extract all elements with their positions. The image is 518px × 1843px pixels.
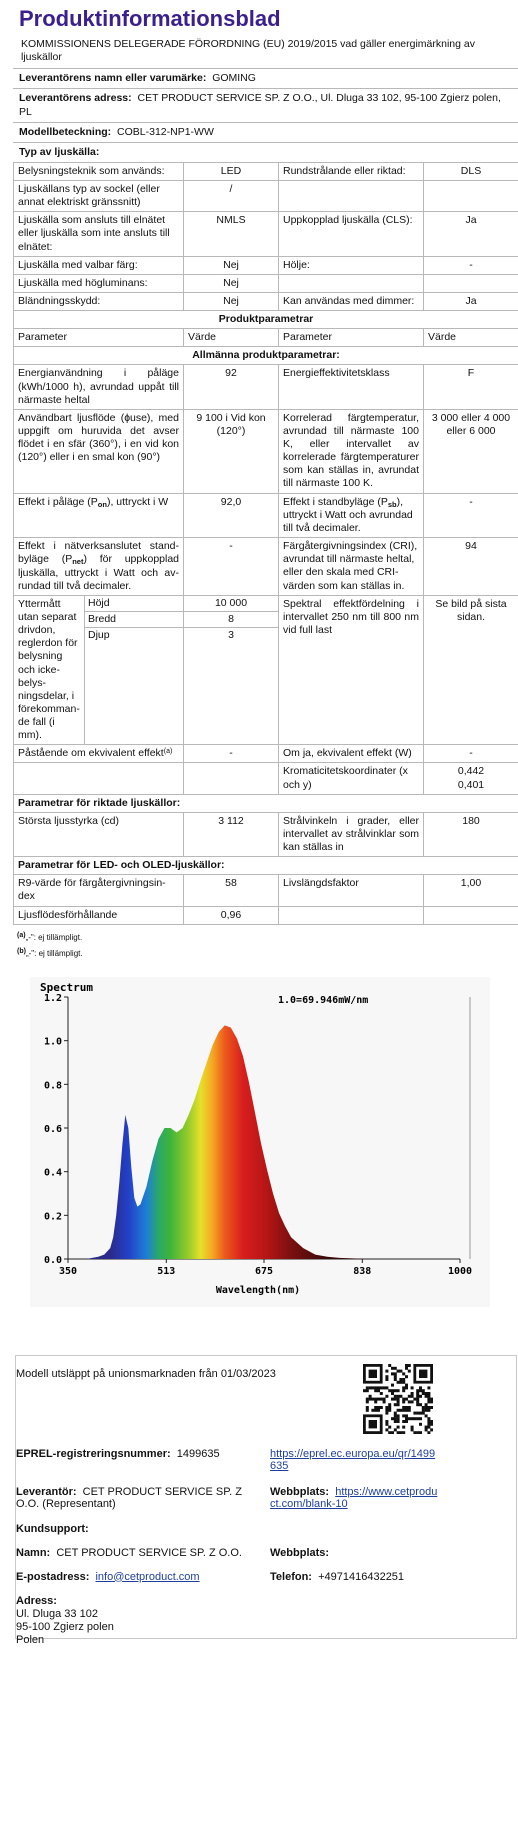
led-heading: Parametrar för LED- och OLED-ljuskällor: (14, 857, 518, 875)
r9-value: 58 (184, 875, 279, 906)
qr-code-icon[interactable] (363, 1364, 433, 1434)
type-value: / (184, 181, 279, 212)
survival-factor-value: 1,00 (424, 875, 518, 906)
peak-intensity-value: 3 112 (184, 812, 279, 856)
registration-card (15, 1355, 517, 1646)
lumen-maintenance-value: 0,96 (184, 906, 279, 924)
param-row (14, 745, 518, 763)
type-row (14, 212, 518, 256)
x-tick-label: 1000 (447, 1265, 473, 1277)
type-label: Bländningsskydd: (14, 292, 184, 310)
type-row (14, 292, 518, 310)
dimension-height-value: 10 000 (184, 596, 278, 612)
type-row (14, 274, 518, 292)
equivalent-power-claim-value: - (184, 745, 279, 763)
chart-annotation: 1.0=69.946mW/nm (278, 994, 369, 1006)
dimensions-cell (14, 595, 184, 744)
dimensions-label: Yttermått utan separat drivdon, reglerdon för belysning och icke-belysningsdelar, i förekommande fall (i mm). (14, 596, 85, 744)
support-website-row (270, 1547, 329, 1559)
address-label: Adress: (16, 1594, 57, 1607)
address-line: 95-100 Zgierz polen (16, 1620, 114, 1633)
luminous-flux-label: Användbart ljusflöde (ɸuse), med uppgift om huruvida det avser flödet i en sfär (360°), i en vid kon (120°) eller i en smal kon (90°) (14, 409, 184, 493)
support-name-value: CET PRODUCT SERVICE SP. Z O.O. (56, 1546, 242, 1559)
dimension-width-value: 8 (184, 612, 278, 628)
address-block (16, 1595, 114, 1647)
website-row (270, 1486, 440, 1510)
chromaticity-x: 0,442 (457, 765, 485, 778)
spectrum-chart (30, 977, 490, 1307)
email-label: E-postadress: (16, 1570, 90, 1583)
type-label-2: Uppkopplad ljuskälla (CLS): (279, 212, 424, 256)
y-tick-label: 0.2 (43, 1210, 62, 1222)
type-label-2: Hölje: (279, 256, 424, 274)
beam-angle-label: Strålvinkeln i grader, eller intervallet av strålvinklar som kan ställas in (279, 812, 424, 856)
equivalent-power-label: Om ja, ekvivalent effekt (W) (279, 745, 424, 763)
spectral-distribution-label: Spektral effektfördelning i intervallet 250 nm till 800 nm vid full last (279, 595, 424, 744)
type-value: Nej (184, 292, 279, 310)
eprel-row (16, 1448, 266, 1460)
r9-label: R9-värde för färgåtergivningsindex (14, 875, 184, 906)
general-heading: Allmänna produktparametrar: (14, 347, 518, 365)
eprel-value: 1499635 (176, 1447, 220, 1460)
type-value-2: DLS (424, 162, 518, 180)
eprel-link[interactable]: https://eprel.ec.europa.eu/qr/1499635 (270, 1447, 436, 1472)
energy-class-value: F (424, 365, 518, 409)
type-value-2 (424, 181, 518, 212)
param-row (14, 595, 518, 744)
y-tick-label: 0.6 (43, 1123, 62, 1135)
params-heading-row (14, 311, 518, 329)
standby-power-label: Effekt i standbyläge $(P_{sb})$, uttryckt i Watt och avrundad till två decimaler. (279, 493, 424, 538)
type-row (14, 256, 518, 274)
supplier-name-value: GOMING (212, 72, 256, 85)
chromaticity-y: 0,401 (457, 778, 485, 791)
customer-support-heading: Kundsupport: (16, 1522, 89, 1535)
model-row (13, 122, 518, 142)
survival-factor-label: Livslängdsfaktor (279, 875, 424, 906)
energy-value: 92 (184, 365, 279, 409)
light-source-type-table (13, 162, 518, 925)
model-value: COBL-312-NP1-WW (117, 125, 214, 138)
type-label-2 (279, 274, 424, 292)
support-name-row (16, 1547, 256, 1559)
dimension-depth-value: 3 (228, 629, 234, 642)
supplier-address-value: CET PRODUCT SERVICE SP. Z O.O., Ul. Dluga 33 102, 95-100 Zgierz polen, PL (19, 92, 501, 118)
y-tick-label: 0.8 (43, 1079, 62, 1091)
cct-label: Korrelerad färgtemperatur, avrundad till närmaste 100 K, eller intervallet av korrelerade färgtemperaturer som kan ställas in, avrundat till närmaste 100 K. (279, 409, 424, 493)
email-link[interactable]: info@cetproduct.com (95, 1570, 200, 1583)
chart-title: Spectrum (40, 980, 93, 994)
release-date-text: Modell utsläppt på unionsmarknaden från 01/03/2023 (16, 1367, 276, 1380)
y-tick-label: 0.4 (43, 1167, 62, 1179)
col-header-value-2: Värde (424, 329, 518, 347)
x-tick-label: 838 (353, 1265, 372, 1277)
col-header-value: Värde (184, 329, 279, 347)
type-value: LED (184, 162, 279, 180)
type-value: Nej (184, 256, 279, 274)
dimension-height-label: Höjd (85, 596, 183, 612)
type-value-2: Ja (424, 212, 518, 256)
x-tick-label: 675 (254, 1265, 274, 1277)
phone-value: +4971416432251 (318, 1570, 405, 1583)
footnote: (a)„-": ej tillämpligt. (17, 931, 83, 942)
luminous-flux-value: 9 100 i Vid kon (120°) (184, 409, 279, 493)
dimension-depth-label: Djup (88, 629, 110, 642)
dimension-width-label: Bredd (85, 612, 183, 628)
supplier-label: Leverantör: (16, 1485, 77, 1498)
param-row (14, 906, 518, 924)
column-header-row (14, 329, 518, 347)
params-heading: Produktparametrar (14, 311, 518, 329)
cri-label: Färgåtergivningsindex (CRI), avrundat till närmaste heltal, eller den skala med CRI-värden som kan ställas in. (279, 538, 424, 596)
cct-value: 3 000 eller 4 000 eller 6 000 (424, 409, 518, 493)
type-label: Ljuskällans typ av sockel (eller annat elektriskt gränssnitt) (14, 181, 184, 212)
param-row (14, 538, 518, 596)
support-website-label: Webbplats: (270, 1546, 330, 1559)
directional-heading: Parametrar för riktade ljuskällor: (14, 794, 518, 812)
beam-angle-value: 180 (424, 812, 518, 856)
energy-class-label: Energieffektivitetsklass (279, 365, 424, 409)
x-tick-label: 513 (157, 1265, 176, 1277)
phone-row (270, 1571, 404, 1583)
param-row (14, 365, 518, 409)
led-heading-row (14, 857, 518, 875)
empty-cell (424, 906, 518, 924)
type-value-2: Ja (424, 292, 518, 310)
dimensions-names (85, 596, 183, 744)
type-row (14, 181, 518, 212)
networked-standby-value: - (184, 538, 279, 596)
directional-heading-row (14, 794, 518, 812)
eprel-label: EPREL-registreringsnummer: (16, 1447, 171, 1460)
type-value-2 (424, 274, 518, 292)
on-mode-power-value: 92,0 (184, 493, 279, 538)
type-label: Belysningsteknik som används: (14, 162, 184, 180)
equivalent-power-value: - (424, 745, 518, 763)
dimensions-values (184, 595, 279, 744)
param-row (14, 875, 518, 906)
supplier-name-label: Leverantörens namn eller varumärke: (19, 72, 207, 85)
type-value: Nej (184, 274, 279, 292)
networked-standby-label: Effekt i nätverksanslutet standbyläge $(P_{net})$ för uppkopplad ljuskälla, uttryckt i Watt och avrundad till två decimaler. (14, 538, 184, 596)
param-row (14, 763, 518, 794)
type-value-2: - (424, 256, 518, 274)
address-line: Ul. Dluga 33 102 (16, 1607, 98, 1620)
type-row (14, 162, 518, 180)
y-tick-label: 1.0 (43, 1036, 62, 1048)
empty-cell (184, 763, 279, 794)
param-row (14, 493, 518, 538)
type-label: Ljuskälla som ansluts till elnätet eller ljuskälla som inte ansluts till elnätet: (14, 212, 184, 256)
model-label: Modellbeteckning: (19, 125, 112, 138)
empty-cell (279, 906, 424, 924)
type-heading: Typ av ljuskälla: (13, 142, 518, 162)
empty-cell (14, 763, 184, 794)
type-label-2: Kan användas med dimmer: (279, 292, 424, 310)
page-title: Produktinformationsblad (19, 6, 281, 31)
cri-value: 94 (424, 538, 518, 596)
supplier-address-row (13, 88, 518, 121)
peak-intensity-label: Största ljusstyrka (cd) (14, 812, 184, 856)
x-tick-label: 350 (58, 1265, 78, 1277)
param-row (14, 812, 518, 856)
y-tick-label: 1.2 (43, 992, 62, 1004)
email-row (16, 1571, 256, 1583)
chromaticity-label: Kromaticitetskoordinater (x och y) (279, 763, 424, 794)
type-value: NMLS (184, 212, 279, 256)
energy-label: Energianvändning i påläge (kWh/1000 h), avrundad uppåt till närmaste heltal (14, 365, 184, 409)
lumen-maintenance-label: Ljusflödesförhållande (14, 906, 184, 924)
spectral-distribution-value: Se bild på sista sidan. (424, 595, 518, 744)
supplier-value: CET PRODUCT SERVICE SP. Z O.O. (Representant) (16, 1485, 242, 1510)
type-label: Ljuskälla med valbar färg: (14, 256, 184, 274)
phone-label: Telefon: (270, 1570, 312, 1583)
x-axis-label: Wavelength(nm) (215, 1284, 301, 1296)
supplier-row (16, 1486, 256, 1510)
website-link[interactable]: https://www.cetproduct.com/blank-10 (270, 1485, 438, 1510)
address-line: Polen (16, 1633, 45, 1646)
website-label: Webbplats: (270, 1485, 330, 1498)
footnote: (b)„-": ej tillämpligt. (17, 947, 83, 958)
footnotes (13, 925, 518, 961)
support-name-label: Namn: (16, 1546, 51, 1559)
supplier-name-row (13, 68, 518, 88)
regulation-text: KOMMISSIONENS DELEGERADE FÖRORDNING (EU) 2019/2015 vad gäller energimärkning av ljuskällor (21, 38, 475, 64)
y-tick-label: 0.0 (43, 1254, 62, 1266)
type-label-2: Rundstrålande eller riktad: (279, 162, 424, 180)
spectrum-svg (30, 977, 490, 1307)
col-header-parameter-2: Parameter (279, 329, 424, 347)
on-mode-power-label: Effekt i påläge $(P_{on})$, uttryckt i W (14, 493, 184, 538)
general-heading-row (14, 347, 518, 365)
equivalent-power-claim-label: Påstående om ekvivalent effekt$^{(a)}$ (14, 745, 184, 763)
product-information-sheet (13, 6, 518, 961)
type-label: Ljuskälla med högluminans: (14, 274, 184, 292)
param-row (14, 409, 518, 493)
type-label-2 (279, 181, 424, 212)
supplier-address-label: Leverantörens adress: (19, 92, 132, 105)
col-header-parameter: Parameter (14, 329, 184, 347)
chromaticity-value (424, 763, 518, 794)
standby-power-value: - (424, 493, 518, 538)
